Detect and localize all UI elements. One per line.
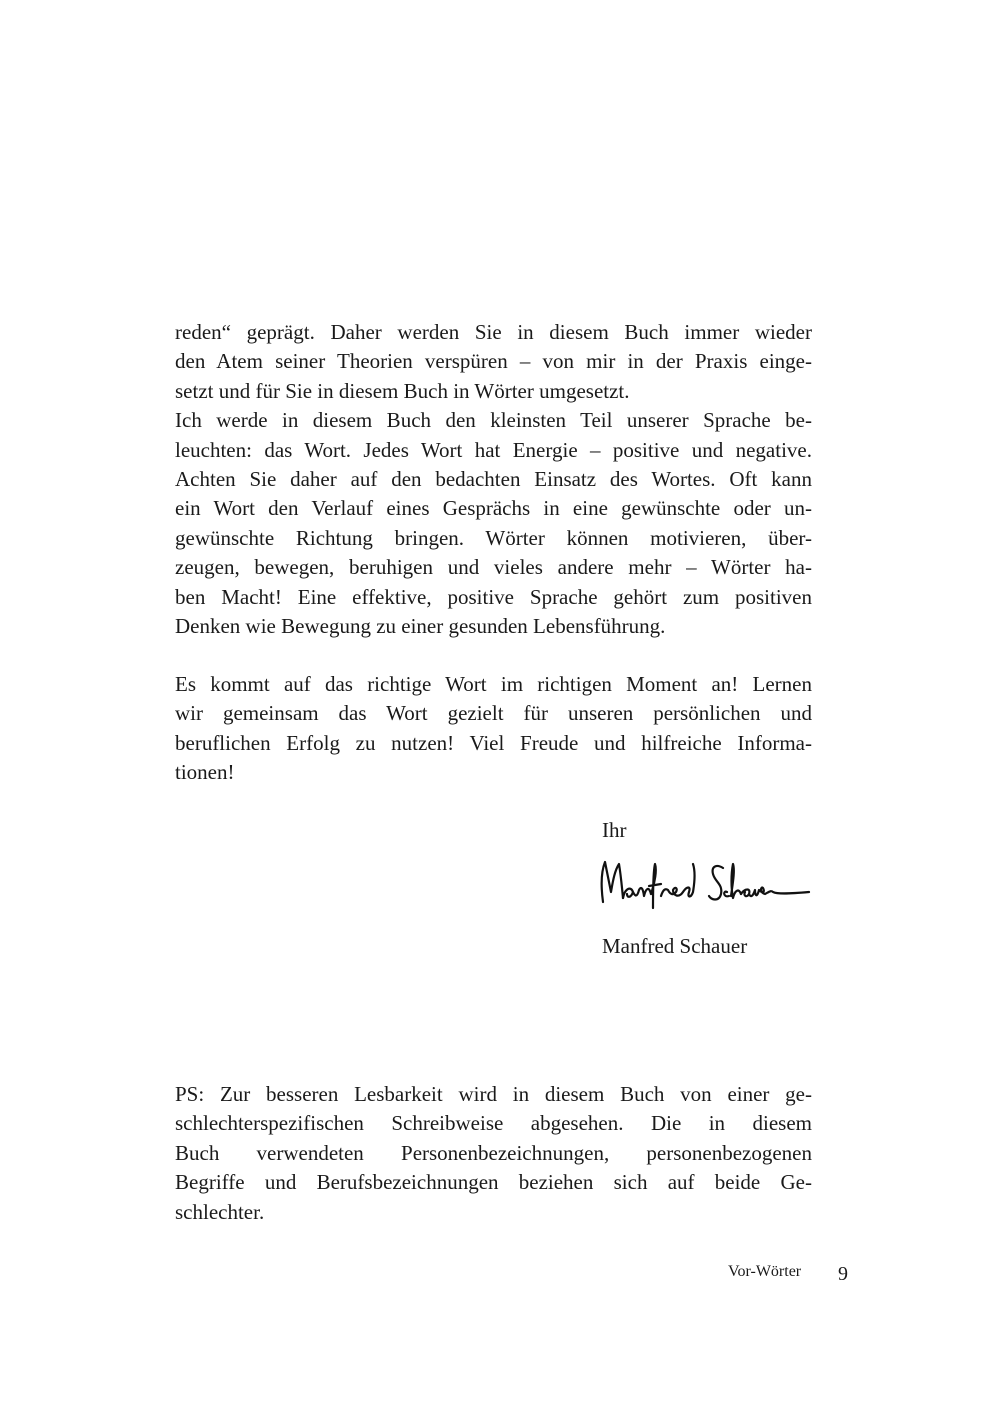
text-line: reden“ geprägt. Daher werden Sie in diesem Buch immer wieder xyxy=(175,320,812,344)
text-line: PS: Zur besseren Lesbarkeit wird in diesem Buch von einer ge- xyxy=(175,1082,812,1106)
text-line: leuchten: das Wort. Jedes Wort hat Energie – positive und negative. xyxy=(175,437,812,462)
text-line: ein Wort den Verlauf eines Gesprächs in eine gewünschte oder un- xyxy=(175,496,812,521)
text-line: ben Macht! Eine effektive, positive Sprache gehört zum positiven xyxy=(175,584,812,609)
main-text-block xyxy=(175,318,812,641)
paragraph-1 xyxy=(175,318,812,406)
text-line: zeugen, bewegen, beruhigen und vieles andere mehr – Wörter ha- xyxy=(175,555,812,580)
greeting: Ihr xyxy=(602,818,627,842)
page-number: 9 xyxy=(838,1263,848,1285)
text-line: Denken wie Bewegung zu einer gesunden Lebensführung. xyxy=(175,614,666,639)
text-line: Begriffe und Berufsbezeichnungen beziehen sich auf beide Ge- xyxy=(175,1170,812,1195)
text-line: Es kommt auf das richtige Wort im richtigen Moment an! Lernen xyxy=(175,672,812,696)
text-line: beruflichen Erfolg zu nutzen! Viel Freude und hilfreiche Informa- xyxy=(175,730,812,755)
text-line: Buch verwendeten Personenbezeichnungen, personenbezogenen xyxy=(175,1140,812,1165)
postscript-paragraph xyxy=(175,1080,812,1227)
text-line: schlechterspezifischen Schreibweise abgesehen. Die in diesem xyxy=(175,1111,812,1136)
text-line: tionen! xyxy=(175,760,235,785)
text-line: Achten Sie daher auf den bedachten Einsatz des Wortes. Oft kann xyxy=(175,467,812,492)
text-line: wir gemeinsam das Wort gezielt für unseren persönlichen und xyxy=(175,701,812,726)
signer-name: Manfred Schauer xyxy=(602,934,748,958)
text-line: gewünschte Richtung bringen. Wörter können motivieren, über- xyxy=(175,525,812,550)
running-footer-section: Vor-Wörter xyxy=(728,1263,802,1280)
text-line: den Atem seiner Theorien verspüren – von mir in der Praxis einge- xyxy=(175,349,812,374)
closing-text-block xyxy=(175,670,812,788)
text-line: Ich werde in diesem Buch den kleinsten Teil unserer Sprache be- xyxy=(175,408,812,433)
paragraph-2 xyxy=(175,406,812,641)
paragraph-3 xyxy=(175,670,812,788)
signature-image xyxy=(595,852,815,912)
text-line: setzt und für Sie in diesem Buch in Wörter umgesetzt. xyxy=(175,378,630,403)
postscript-block xyxy=(175,1080,812,1227)
text-line: schlechter. xyxy=(175,1199,265,1224)
